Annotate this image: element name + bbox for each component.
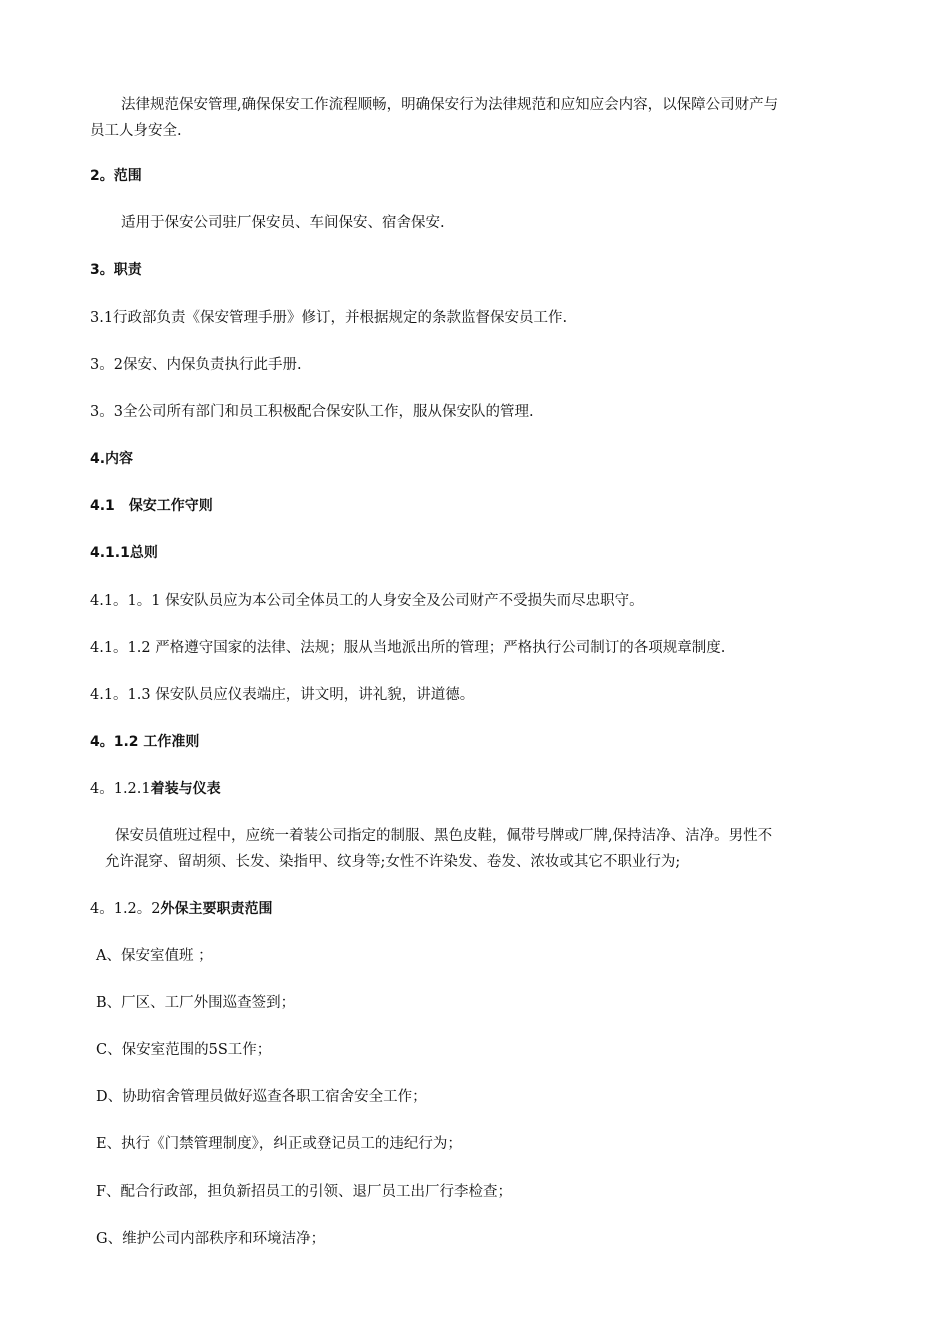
purpose-text-line1: 法律规范保安管理,确保保安工作流程顺畅，明确保安行为法律规范和应知应会内容，以保障公司财产与 <box>121 97 779 113</box>
duty-3-1: 3.1行政部负责《保安管理手册》修订，并根据规定的条款监督保安员工作. <box>90 310 568 326</box>
duty-list-item-d: D、协助宿舍管理员做好巡查各职工宿舍安全工作； <box>96 1089 427 1105</box>
duty-list-item-g: G、维护公司内部秩序和环境洁净； <box>96 1231 326 1247</box>
duty-3-3: 3。3全公司所有部门和员工积极配合保安队工作，服从保安队的管理. <box>90 404 534 420</box>
dress-text-line2: 允许混穿、留胡须、长发、染指甲、纹身等;女性不许染发、卷发、浓妆或其它不职业行为; <box>105 854 681 870</box>
subsection-4-1-heading: 4.1 保安工作守则 <box>90 498 213 514</box>
item-4-1-2-2-title: 外保主要职责范围 <box>160 901 273 917</box>
section-2-heading: 2。范围 <box>90 168 142 184</box>
rule-4-1-1-3: 4.1。1.3 保安队员应仪表端庄，讲文明，讲礼貌，讲道德。 <box>90 687 475 703</box>
dress-text-line1: 保安员值班过程中，应统一着装公司指定的制服、黑色皮鞋，佩带号牌或厂牌,保持洁净、洁净。男性不 <box>115 828 773 844</box>
section-3-heading: 3。职责 <box>90 262 142 278</box>
duty-list-item-c: C、保安室范围的5S工作； <box>96 1042 272 1058</box>
duty-list-item-e: E、执行《门禁管理制度》，纠正或登记员工的违纪行为； <box>96 1136 462 1152</box>
duty-list-item-a: A、保安室值班 ； <box>96 948 213 964</box>
rule-4-1-1-1: 4.1。1。1 保安队员应为本公司全体员工的人身安全及公司财产不受损失而尽忠职守。 <box>90 593 644 609</box>
item-4-1-2-2-heading <box>90 899 273 919</box>
section-2-text: 适用于保安公司驻厂保安员、车间保安、宿舍保安. <box>121 215 445 231</box>
duty-list-item-f: F、配合行政部，担负新招员工的引领、退厂员工出厂行李检查； <box>96 1184 513 1200</box>
purpose-text-line2: 员工人身安全. <box>90 123 182 139</box>
subsection-4-1-2-heading: 4。1.2 工作准则 <box>90 734 200 750</box>
duty-3-2: 3。2保安、内保负责执行此手册. <box>90 357 302 373</box>
section-4-heading: 4.内容 <box>90 451 134 467</box>
subsection-4-1-1-heading: 4.1.1总则 <box>90 545 158 561</box>
duty-list-item-b: B、厂区、工厂外围巡查签到； <box>96 995 296 1011</box>
item-4-1-2-1-heading <box>90 779 221 799</box>
item-4-1-2-2-number: 4。1.2。2 <box>90 901 161 917</box>
item-4-1-2-1-title: 着装与仪表 <box>150 781 221 797</box>
item-4-1-2-1-number: 4。1.2.1 <box>90 781 151 797</box>
rule-4-1-1-2: 4.1。1.2 严格遵守国家的法律、法规；服从当地派出所的管理；严格执行公司制订的各项规章制度. <box>90 640 726 656</box>
